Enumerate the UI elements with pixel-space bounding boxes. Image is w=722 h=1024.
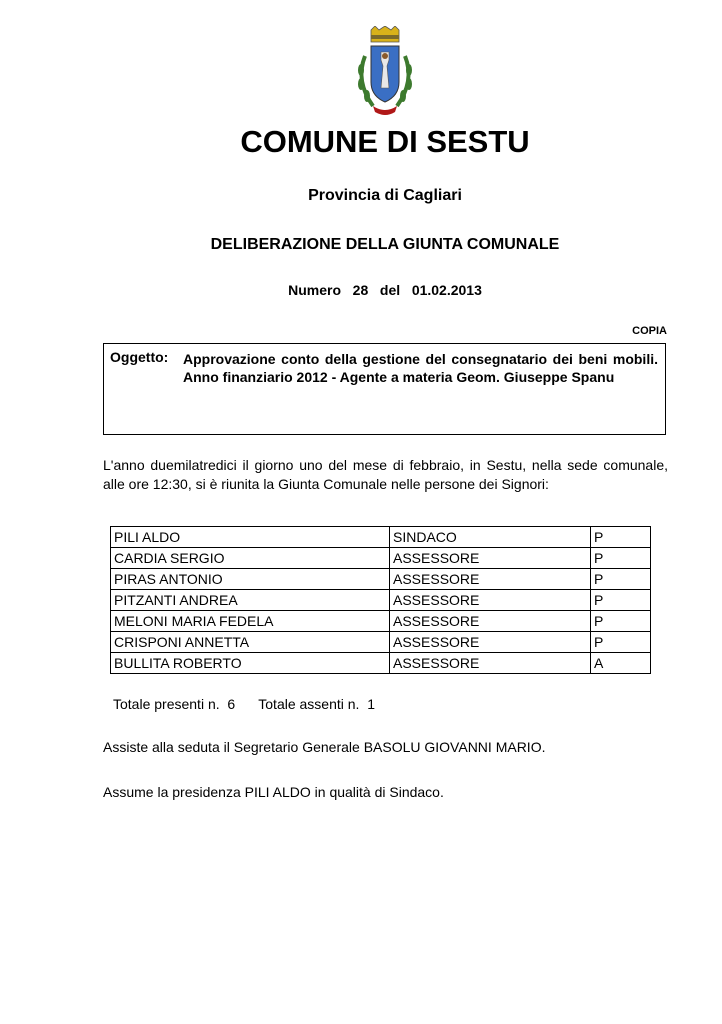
member-role: ASSESSORE [390, 632, 591, 653]
subject-text: Approvazione conto della gestione del consegnatario dei beni mobili. Anno finanziario 2012 - Agente a materia Geom. Giuseppe Spanu [183, 351, 658, 385]
presidency-statement: Assume la presidenza PILI ALDO in qualità di Sindaco. [103, 784, 444, 800]
table-row [111, 653, 651, 674]
table-row [111, 611, 651, 632]
table-row [111, 548, 651, 569]
member-role: ASSESSORE [390, 653, 591, 674]
member-name: MELONI MARIA FEDELA [111, 611, 390, 632]
member-name: PITZANTI ANDREA [111, 590, 390, 611]
member-presence: P [591, 527, 651, 548]
member-name: CRISPONI ANNETTA [111, 632, 390, 653]
member-presence: P [591, 590, 651, 611]
members-table [110, 526, 651, 674]
member-name: PIRAS ANTONIO [111, 569, 390, 590]
subject-box [103, 343, 666, 435]
member-name: CARDIA SERGIO [111, 548, 390, 569]
member-presence: P [591, 611, 651, 632]
attendance-totals: Totale presenti n. 6 Totale assenti n. 1 [113, 696, 376, 712]
member-role: SINDACO [390, 527, 591, 548]
table-row [111, 527, 651, 548]
municipal-crest-logo [351, 26, 419, 118]
member-name: PILI ALDO [111, 527, 390, 548]
member-role: ASSESSORE [390, 590, 591, 611]
subject-label: Oggetto: [110, 349, 169, 365]
province-subtitle: Provincia di Cagliari [308, 187, 462, 204]
table-row [111, 590, 651, 611]
member-presence: A [591, 653, 651, 674]
member-role: ASSESSORE [390, 548, 591, 569]
member-presence: P [591, 569, 651, 590]
deliberation-number-date: Numero 28 del 01.02.2013 [288, 282, 482, 298]
deliberation-heading: DELIBERAZIONE DELLA GIUNTA COMUNALE [210, 236, 560, 253]
municipality-title: COMUNE DI SESTU [240, 124, 530, 159]
member-presence: P [591, 548, 651, 569]
secretary-statement: Assiste alla seduta il Segretario Generale BASOLU GIOVANNI MARIO. [103, 739, 546, 755]
copy-label: COPIA [632, 325, 667, 337]
table-row [111, 632, 651, 653]
table-row [111, 569, 651, 590]
member-role: ASSESSORE [390, 611, 591, 632]
member-presence: P [591, 632, 651, 653]
member-name: BULLITA ROBERTO [111, 653, 390, 674]
member-role: ASSESSORE [390, 569, 591, 590]
meeting-intro-paragraph: L'anno duemilatredici il giorno uno del mese di febbraio, in Sestu, nella sede comunale, alle ore 12:30, si è riunita la Giunta Comunale nelle persone dei Signori: [103, 457, 668, 492]
